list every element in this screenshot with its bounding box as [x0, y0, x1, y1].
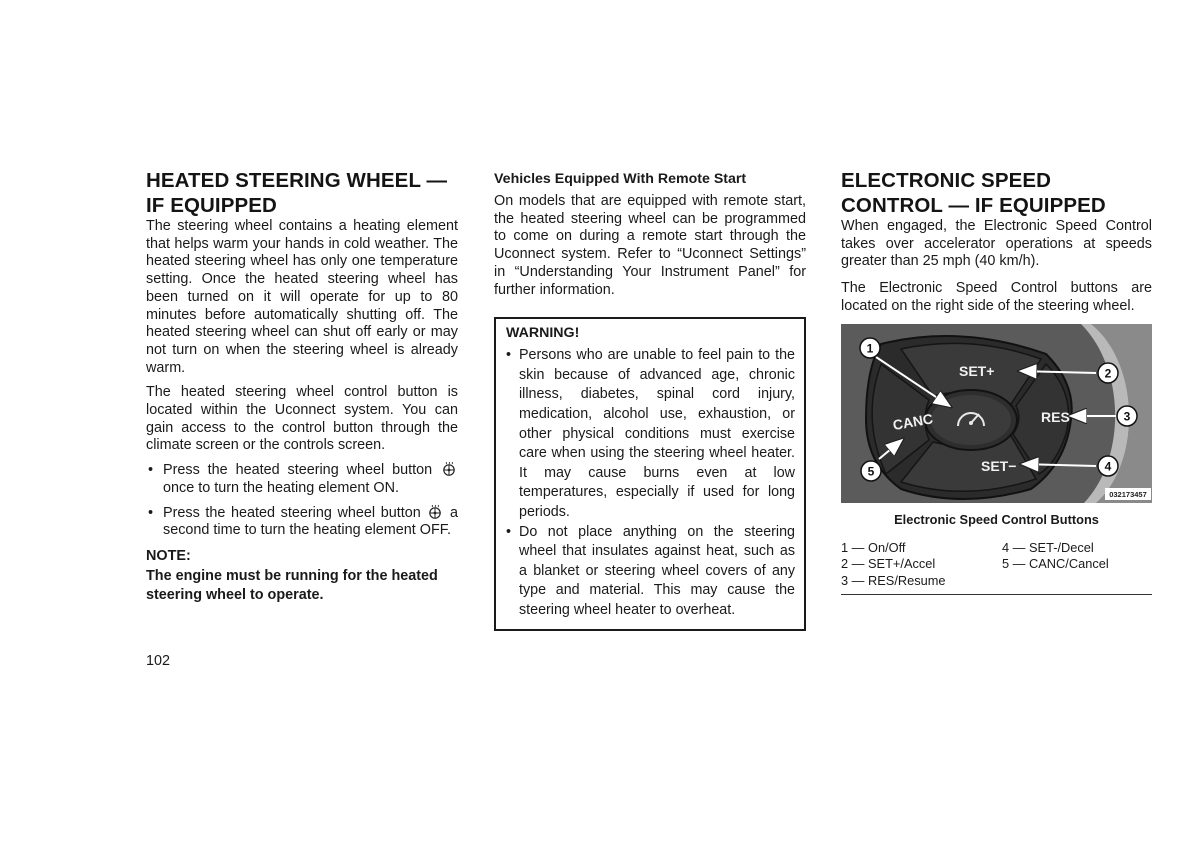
figure-caption: Electronic Speed Control Buttons	[894, 511, 1099, 527]
svg-text:3: 3	[1123, 409, 1131, 424]
bullet2-text-pre: Press the heated steering wheel button	[163, 504, 421, 521]
btn-set-minus-label: SET−	[981, 457, 1017, 474]
speed-control-figure	[841, 324, 1152, 503]
callout-3	[1117, 406, 1137, 426]
svg-text:1: 1	[866, 341, 874, 356]
bullet1-text-pre: Press the heated steering wheel button	[163, 462, 433, 479]
legend-item: 3 — RES/Resume	[841, 572, 946, 588]
title-line-2: IF EQUIPPED	[146, 194, 277, 217]
legend-item: 1 — On/Off	[841, 539, 906, 555]
remote-start-subhead: Vehicles Equipped With Remote Start	[494, 171, 747, 187]
title-line-1: HEATED STEERING WHEEL —	[146, 169, 448, 192]
legend-item: 2 — SET+/Accel	[841, 556, 936, 572]
figure-code: 032173457	[1109, 489, 1147, 499]
warning-item-1: Persons who are unable to feel pain to the skin because of advanced age, chronic illness, diabetes, spinal cord injury, medication, alcohol use, exhaustion, or other physical conditions must exercise care when using the steering wheel heater. It may cause burns even at low temperatures, especially if used for long periods.	[519, 347, 795, 520]
title-line-1: ELECTRONIC SPEED	[841, 169, 1052, 192]
remote-start-paragraph: On models that are equipped with remote start, the heated steering wheel can be programmed to come on during a remote start through the Uconnect system. Refer to “Uconnect Settings” in “Understanding Your Instrument Panel” for further information.	[494, 193, 806, 298]
heated-steering-control-location: The heated steering wheel control button is located within the Uconnect system. You can gain access to the control button through the climate screen or the controls screen.	[146, 384, 458, 454]
legend-item: 4 — SET-/Decel	[1002, 539, 1094, 555]
callout-1	[860, 338, 880, 358]
section-title-heated-steering	[146, 168, 458, 218]
list-item	[506, 346, 795, 522]
btn-set-plus-label: SET+	[959, 362, 995, 379]
list-item	[506, 523, 795, 621]
section-title-speed-control	[841, 168, 1152, 218]
btn-canc-label: CANC	[891, 409, 935, 433]
svg-text:4: 4	[1104, 459, 1112, 474]
warning-title: WARNING!	[506, 325, 580, 342]
svg-text:2: 2	[1104, 366, 1112, 381]
column-heated-steering	[146, 168, 458, 606]
legend-item: 5 — CANC/Cancel	[1002, 556, 1109, 572]
bullet2-text-post: a second time to turn the heating element OFF.	[163, 504, 458, 539]
list-item	[146, 462, 458, 497]
column-remote-start	[494, 168, 806, 631]
note-text: The engine must be running for the heated steering wheel to operate.	[146, 567, 438, 604]
bullet-icon: •	[148, 504, 154, 521]
warning-list	[506, 346, 795, 620]
steering-wheel-illustration	[841, 324, 1152, 503]
callout-4	[1098, 456, 1118, 476]
bullet1-text-post: once to turn the heating element ON.	[163, 479, 399, 496]
figure-legend	[841, 540, 1152, 590]
bullet-icon: •	[506, 347, 512, 364]
bullet-icon: •	[148, 462, 154, 479]
callout-5	[861, 461, 881, 481]
legend-divider	[841, 594, 1152, 595]
callout-2	[1098, 363, 1118, 383]
bullet-icon: •	[506, 523, 512, 540]
warning-box	[494, 317, 806, 630]
heated-steering-bullets	[146, 462, 458, 540]
speed-control-intro: When engaged, the Electronic Speed Control takes over accelerator operations at speeds greater than 25 mph (40 km/h).	[841, 218, 1152, 270]
title-line-2: CONTROL — IF EQUIPPED	[841, 194, 1106, 217]
heated-wheel-icon	[428, 505, 442, 519]
warning-item-2: Do not place anything on the steering wheel that insulates against heat, such as a blanket or steering wheel covers of any type and material. This may cause the steering wheel heater to overheat.	[519, 523, 795, 618]
btn-res-label: RES	[1041, 408, 1070, 425]
heated-wheel-icon	[442, 462, 456, 476]
list-item	[146, 505, 458, 540]
note-label: NOTE:	[146, 547, 191, 564]
speed-control-location: The Electronic Speed Control buttons are located on the right side of the steering wheel.	[841, 280, 1152, 314]
page-number: 102	[146, 653, 171, 669]
svg-text:5: 5	[867, 464, 875, 479]
heated-steering-intro: The steering wheel contains a heating element that helps warm your hands in cold weather. The heated steering wheel has only one temperature setting. Once the heated steering wheel has been turned on it will operate for up to 80 minutes before automatically shutting off. The heated steering wheel can shut off early or may not turn on when the steering wheel is already warm.	[146, 218, 458, 376]
column-speed-control	[841, 168, 1152, 595]
